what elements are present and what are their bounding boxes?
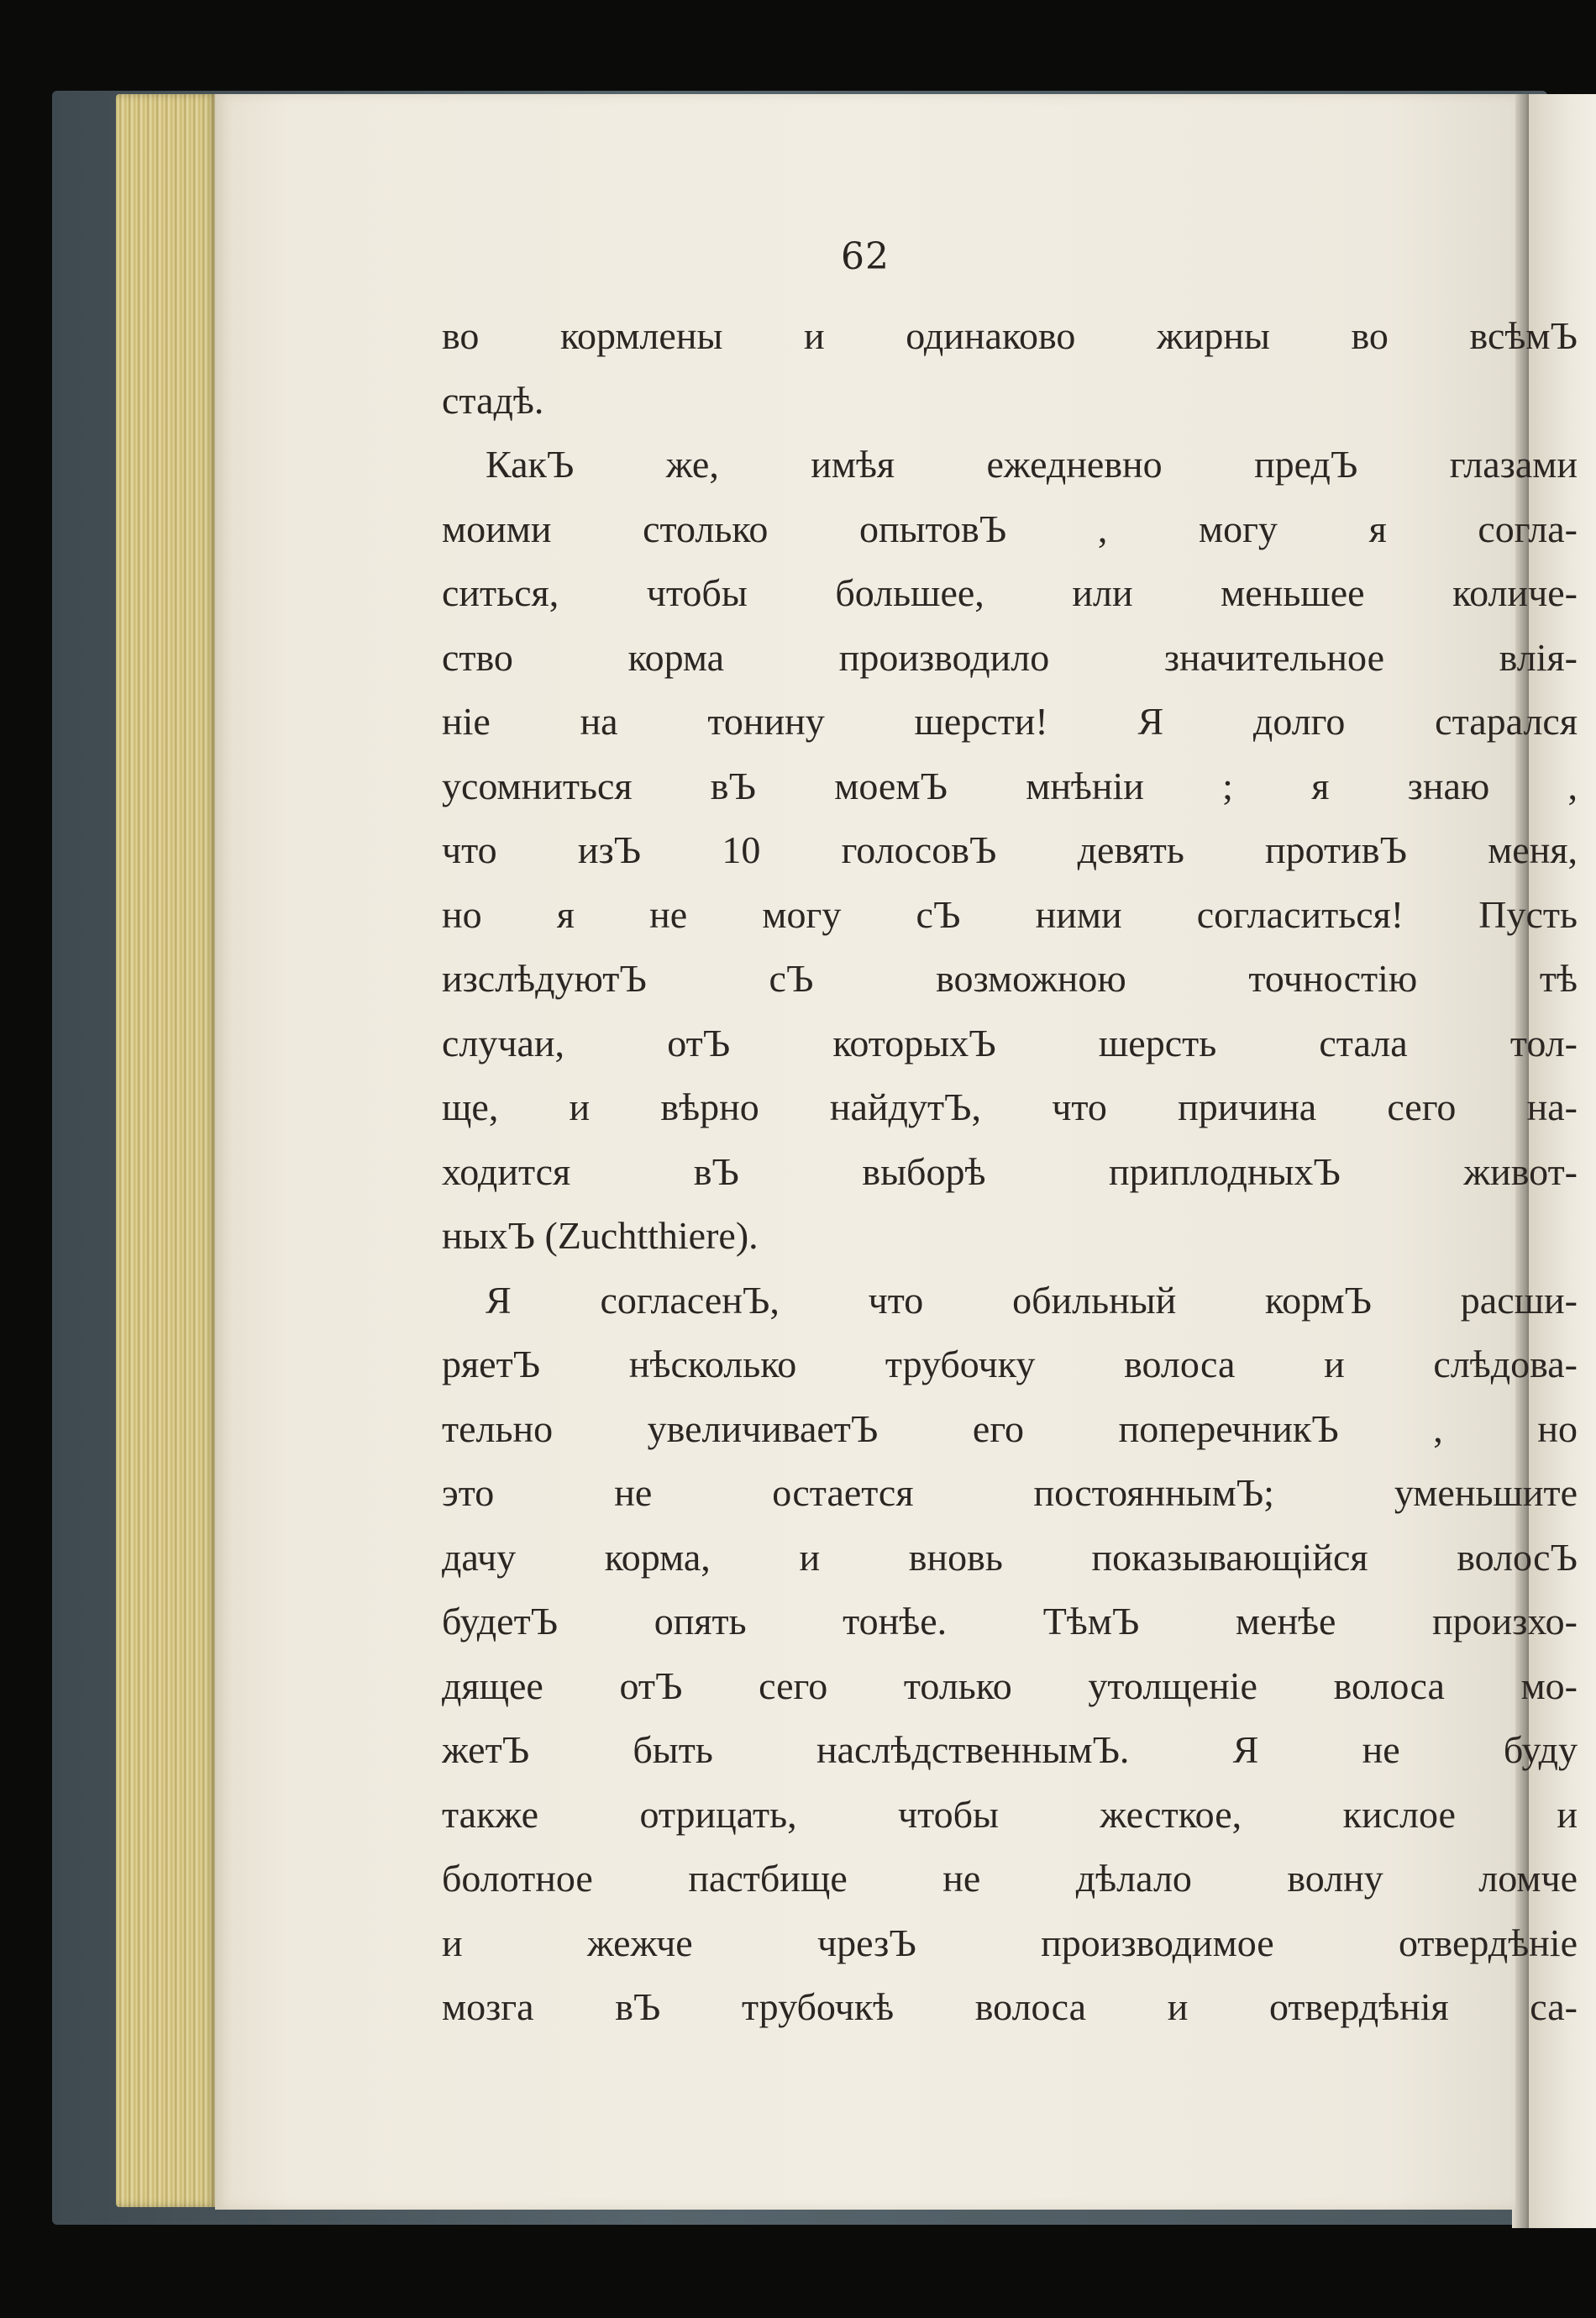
text-line: также отрицать, чтобы жесткое, кислое и [442,1792,1578,1836]
text-line: ряетЪ нѣсколько трубочку волоса и слѣдова- [442,1343,1578,1385]
book-page [215,94,1578,2210]
page-text [442,304,1578,2040]
text-line: стадѣ. [442,378,544,422]
text-line: ство корма производило значительное влія- [442,635,1578,679]
text-line: тельно увеличиваетЪ его поперечникЪ , но [442,1406,1578,1450]
text-line: дящее отЪ сего только утолщеніе волоса мо- [442,1664,1578,1707]
text-line: КакЪ же, имѣя ежедневно предЪ глазами [486,443,1578,486]
text-line: что изЪ 10 голосовЪ девять противЪ меня, [442,828,1578,871]
text-line: будетЪ опять тонѣе. ТѣмЪ менѣе произхо- [442,1600,1578,1643]
text-line: моими столько опытовЪ , могу я согла- [442,507,1578,550]
text-line: это не остается постояннымЪ; уменьшите [442,1471,1578,1514]
gilded-page-edges [116,94,217,2207]
text-line: ніе на тонину шерсти! Я долго старался [442,700,1578,743]
text-line: изслѣдуютЪ сЪ возможною точностію тѣ [442,957,1578,1000]
text-line: случаи, отЪ которыхЪ шерсть стала тол- [442,1021,1578,1064]
text-line: жетЪ быть наслѣдственнымЪ. Я не буду [442,1728,1578,1771]
text-line: мозга вЪ трубочкѣ волоса и отвердѣнія са- [442,1985,1578,2028]
text-line: усомниться вЪ моемЪ мнѣніи ; я знаю , [442,764,1578,807]
text-line: ныхЪ (Zuchtthiere). [442,1214,759,1257]
text-line: ходится вЪ выборѣ приплодныхЪ живот- [442,1149,1578,1193]
text-line: Я согласенЪ, что обильный кормЪ расши- [486,1278,1578,1322]
text-line: ще, и вѣрно найдутЪ, что причина сего на- [442,1085,1578,1128]
text-line: и жежче чрезЪ производимое отвердѣніе [442,1921,1578,1964]
page-number: 62 [841,235,890,278]
text-line: ситься, чтобы большее, или меньшее количе- [442,571,1578,614]
text-line: но я не могу сЪ ними согласиться! Пусть [442,892,1578,936]
text-line: дачу корма, и вновь показывающійся волосЪ [442,1535,1578,1579]
text-line: болотное пастбище не дѣлало волну ломче [442,1857,1578,1900]
text-line: во кормлены и одинаково жирны во всѣмЪ [442,314,1578,357]
